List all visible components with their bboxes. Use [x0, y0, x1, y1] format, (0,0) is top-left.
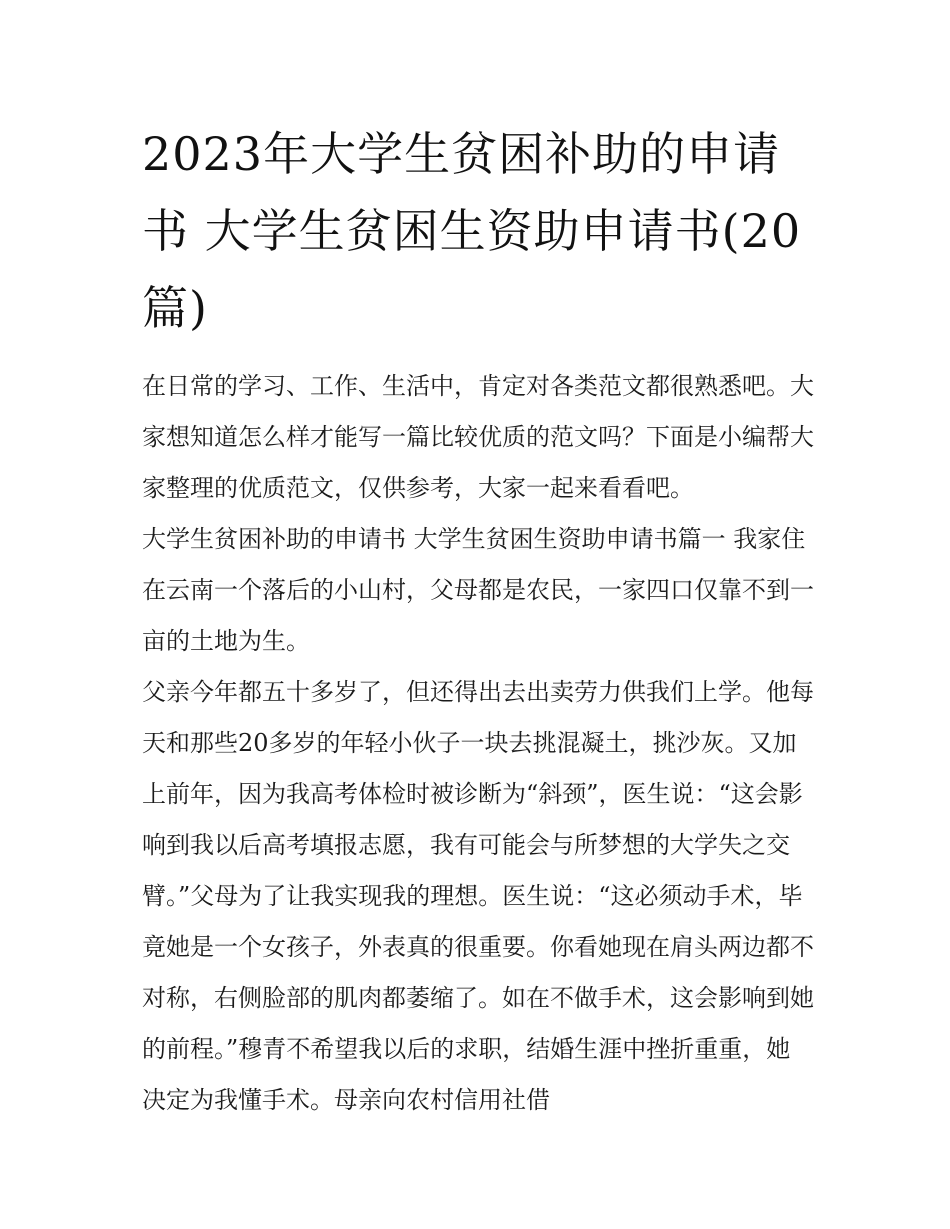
paragraph-father-and-surgery: 父亲今年都五十多岁了，但还得出去出卖劳力供我们上学。他每天和那些20多岁的年轻小伙子一块去挑混凝土，挑沙灰。又加上前年，因为我高考体检时被诊断为“斜颈”，医生说：“这会影响到我以后高考填报志愿，我有可能会与所梦想的大学失之交臂。”父母为了让我实现我的理想。医生说：“这必须动手术，毕竟她是一个女孩子，外表真的很重要。你看她现在肩头两边都不对称，右侧脸部的肌肉都萎缩了。如在不做手术，这会影响到她的前程。”穆青不希望我以后的求职，结婚生涯中挫折重重，她决定为我懂手术。母亲向农村信用社借 — [142, 678, 814, 1114]
paragraph-intro: 在日常的学习、工作、生活中，肯定对各类范文都很熟悉吧。大家想知道怎么样才能写一篇比较优质的范文吗？下面是小编帮大家整理的优质范文，仅供参考，大家一起来看看吧。 — [142, 372, 814, 502]
document-content — [142, 116, 814, 1126]
document-body — [142, 361, 814, 1126]
paragraph-family-background: 大学生贫困补助的申请书 大学生贫困生资助申请书篇一 我家住在云南一个落后的小山村，父母都是农民，一家四口仅靠不到一亩的土地为生。 — [142, 525, 814, 655]
document-title: 2023年大学生贫困补助的申请书 大学生贫困生资助申请书(20篇) — [142, 127, 802, 335]
